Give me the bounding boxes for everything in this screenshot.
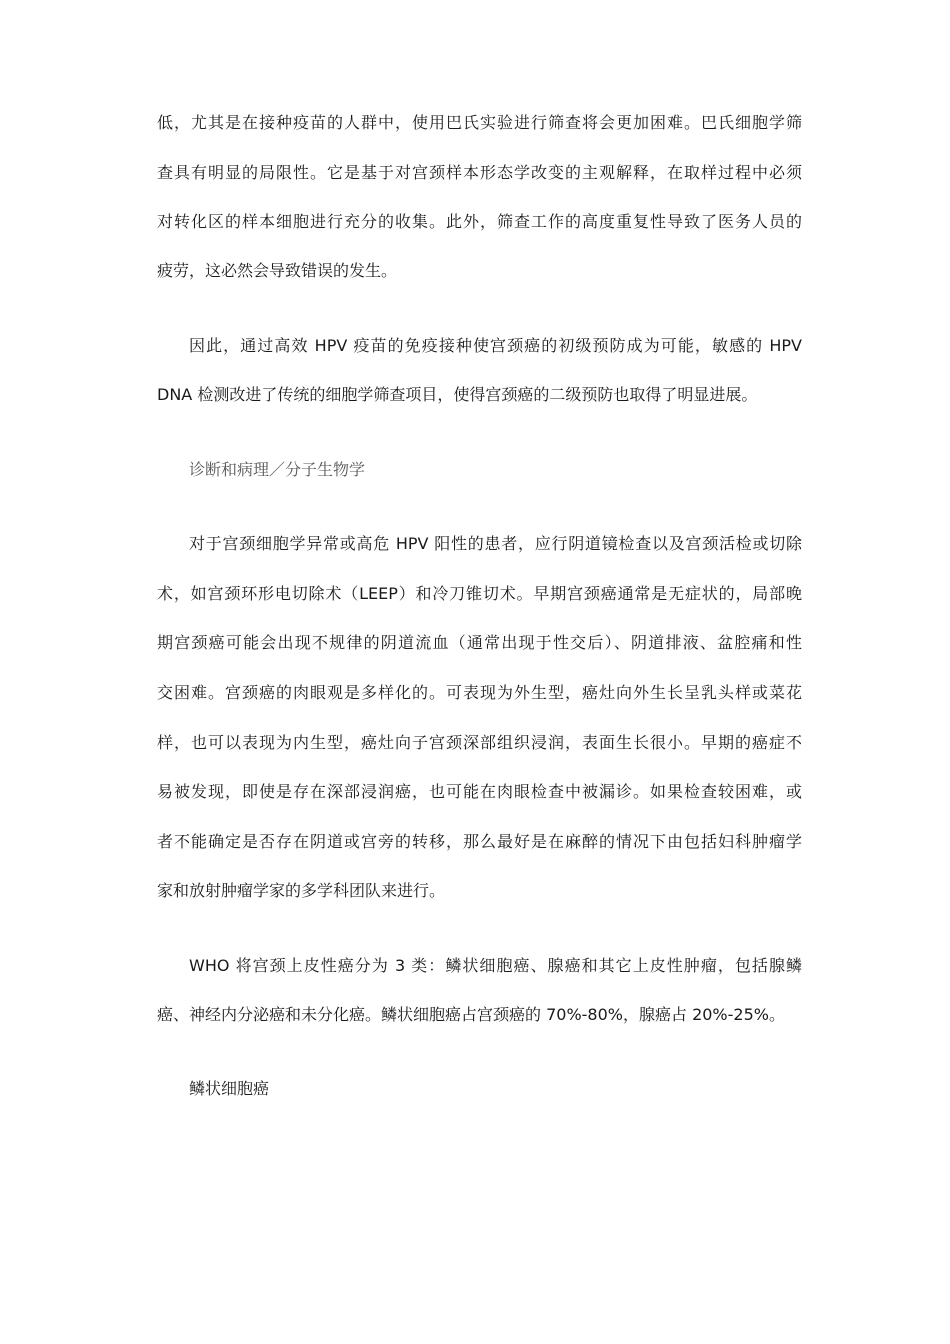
paragraph-1-line-2: 查具有明显的局限性。它是基于对宫颈样本形态学改变的主观解释，在取样过程中必须 [157,163,802,182]
paragraph-3-line-6: 易被发现，即使是存在深部浸润癌，也可能在肉眼检查中被漏诊。如果检查较困难，或 [157,782,802,801]
paragraph-3-line-8: 家和放射肿瘤学家的多学科团队来进行。 [157,881,446,900]
paragraph-3-line-3: 期宫颈癌可能会出现不规律的阴道流血（通常出现于性交后）、阴道排液、盆腔痛和性 [157,633,802,652]
paragraph-3-line-7: 者不能确定是否存在阴道或宫旁的转移，那么最好是在麻醉的情况下由包括妇科肿瘤学 [157,832,802,851]
paragraph-1-line-3: 对转化区的样本细胞进行充分的收集。此外，筛查工作的高度重复性导致了医务人员的 [157,212,802,231]
paragraph-3-line-1: 对于宫颈细胞学异常或高危 HPV 阳性的患者，应行阴道镜检查以及宫颈活检或切除 [189,534,802,553]
paragraph-3-line-4: 交困难。宫颈癌的肉眼观是多样化的。可表现为外生型，癌灶向外生长呈乳头样或菜花 [157,683,802,702]
paragraph-3-line-5: 样，也可以表现为内生型，癌灶向子宫颈深部组织浸润，表面生长很小。早期的癌症不 [157,733,802,752]
paragraph-3-line-2: 术，如宫颈环形电切除术（LEEP）和冷刀锥切术。早期宫颈癌通常是无症状的，局部晚 [157,584,802,603]
section-heading-squamous-cell-carcinoma: 鳞状细胞癌 [189,1079,270,1098]
paragraph-2-line-1: 因此，通过高效 HPV 疫苗的免疫接种使宫颈癌的初级预防成为可能，敏感的 HPV [189,336,802,355]
paragraph-4-line-2: 癌、神经内分泌癌和未分化癌。鳞状细胞癌占宫颈癌的 70%-80%，腺癌占 20%-25%。 [157,1005,785,1024]
paragraph-2-line-2: DNA 检测改进了传统的细胞学筛查项目，使得宫颈癌的二级预防也取得了明显进展。 [157,385,758,404]
paragraph-1-line-4: 疲劳，这必然会导致错误的发生。 [157,261,398,280]
paragraph-1-line-1: 低，尤其是在接种疫苗的人群中，使用巴氏实验进行筛查将会更加困难。巴氏细胞学筛 [157,113,802,132]
paragraph-4-line-1: WHO 将宫颈上皮性癌分为 3 类：鳞状细胞癌、腺癌和其它上皮性肿瘤，包括腺鳞 [189,956,802,975]
section-heading-diagnosis-pathology: 诊断和病理／分子生物学 [189,460,366,479]
